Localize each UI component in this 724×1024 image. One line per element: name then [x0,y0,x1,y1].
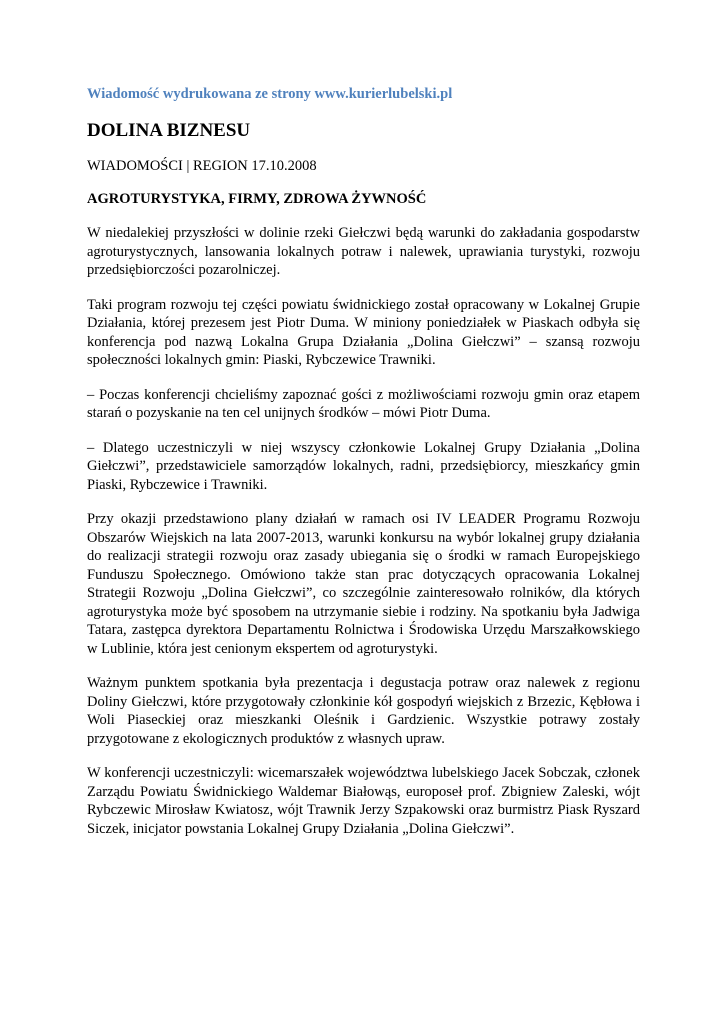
paragraph: Taki program rozwoju tej części powiatu świdnickiego został opracowany w Lokalnej Grupie Działania, której prezesem jest Piotr Duma. W miniony poniedziałek w Piaskach odbyła się konferencja pod nazwą Lokalna Grupa Działania „Dolina Giełczwi” – szansą rozwoju społeczności lokalnych gmin: Piaski, Rybczewice Trawniki. [87,296,640,368]
article-body [87,224,640,838]
paragraph: Przy okazji przedstawiono plany działań w ramach osi IV LEADER Programu Rozwoju Obszarów Wiejskich na lata 2007-2013, warunki konkursu na wybór lokalnej grupy działania do realizacji strategii rozwoju oraz zasady ubiegania się o środki w ramach Europejskiego Funduszu Społecznego. Omówiono także stan prac dotyczących opracowania Lokalnej Strategii Rozwoju „Dolina Giełczwi”, co szczególnie zainteresowało rolników, dla których agroturystyka może być sposobem na utrzymanie siebie i rodziny. Na spotkaniu była Jadwiga Tatara, zastępca dyrektora Departamentu Rolnictwa i Środowiska Urzędu Marszałkowskiego w Lublinie, która jest cenionym ekspertem od agroturystyki. [87,511,640,657]
article-meta: WIADOMOŚCI | REGION 17.10.2008 [87,158,317,174]
paragraph: – Poczas konferencji chcieliśmy zapoznać gości z możliwościami rozwoju gmin oraz etapem starań o pozyskanie na ten cel unijnych środków – mówi Piotr Duma. [87,386,640,421]
paragraph: Ważnym punktem spotkania była prezentacja i degustacja potraw oraz nalewek z regionu Doliny Giełczwi, które przygotowały członkinie kół gospodyń wiejskich z Brzezic, Kębłowa i Woli Piaseckiej oraz mieszkanki Oleśnik i Gardzienic. Wszystkie potrawy zostały przygotowane z ekologicznych produktów z własnych upraw. [87,675,640,747]
article-subtitle: AGROTURYSTYKA, FIRMY, ZDROWA ŻYWNOŚĆ [87,191,427,207]
paragraph: W konferencji uczestniczyli: wicemarszałek województwa lubelskiego Jacek Sobczak, członek Zarządu Powiatu Świdnickiego Waldemar Białowąs, europoseł prof. Zbigniew Zaleski, wójt Rybczewic Mirosław Kwiatosz, wójt Trawnik Jerzy Szpakowski oraz burmistrz Piask Ryszard Siczek, inicjator powstania Lokalnej Grupy Działania „Dolina Giełczwi”. [87,765,640,837]
document-page [87,84,640,854]
paragraph: – Dlatego uczestniczyli w niej wszyscy członkowie Lokalnej Grupy Działania „Dolina Giełczwi”, przedstawiciele samorządów lokalnych, radni, przedsiębiorcy, mieszkańcy gmin Piaski, Rybczewice i Trawniki. [87,439,640,493]
paragraph: W niedalekiej przyszłości w dolinie rzeki Giełczwi będą warunki do zakładania gospodarstw agroturystycznych, lansowania lokalnych potraw i nalewek, uprawiania turystyki, rozwoju przedsiębiorczości pozarolniczej. [87,225,640,278]
source-line: Wiadomość wydrukowana ze strony www.kurierlubelski.pl [87,86,453,102]
article-title: DOLINA BIZNESU [87,120,251,141]
